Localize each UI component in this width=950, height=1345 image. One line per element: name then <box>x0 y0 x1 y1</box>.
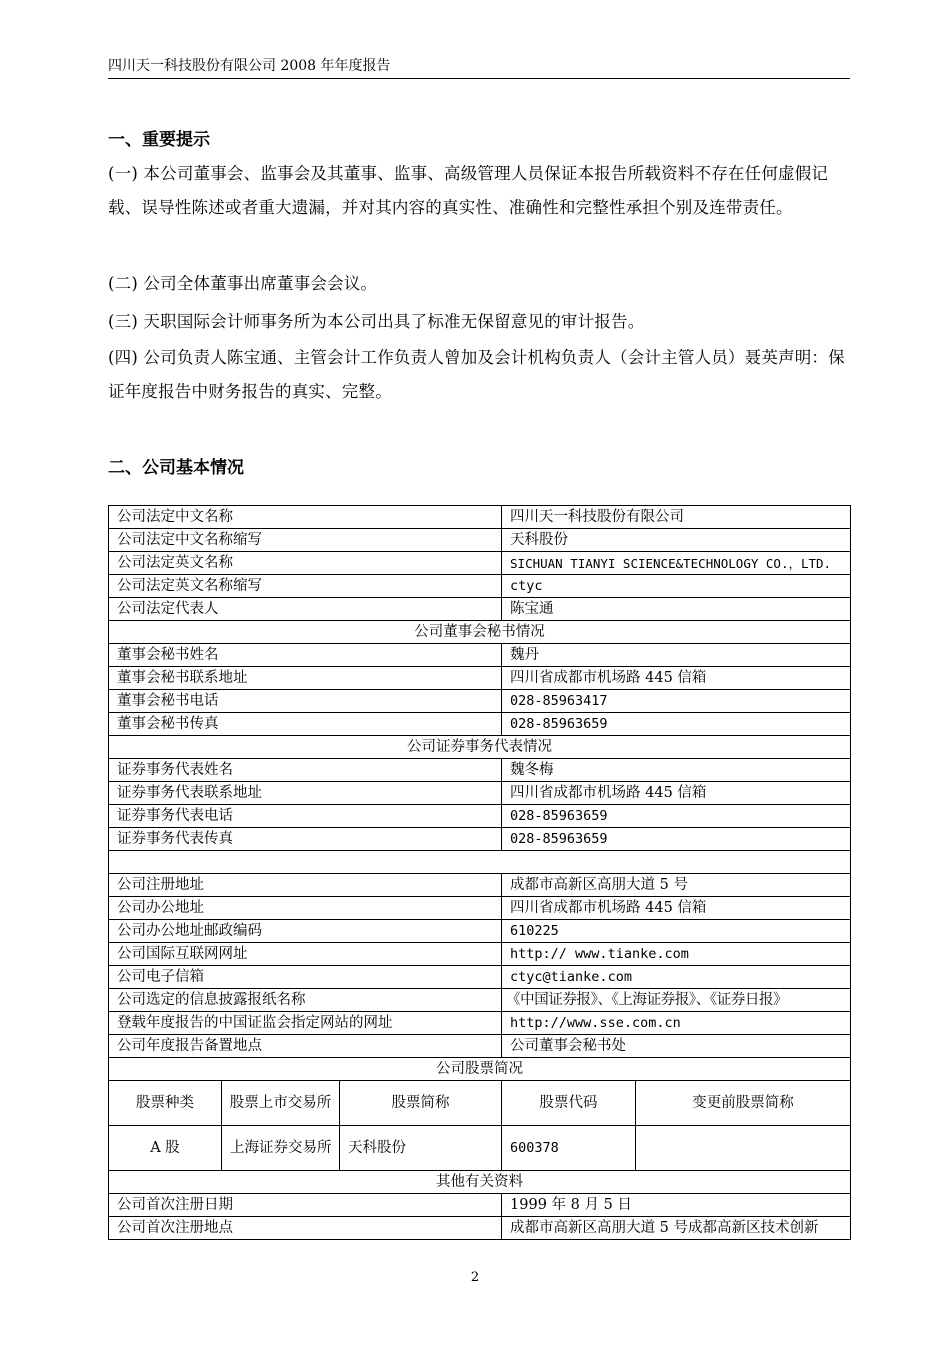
blank-cell <box>109 851 851 874</box>
row-label: 公司首次注册日期 <box>109 1194 502 1217</box>
stock-cell: A 股 <box>109 1126 222 1171</box>
table-row <box>109 828 851 851</box>
row-label: 公司办公地址 <box>109 897 502 920</box>
page-header: 四川天一科技股份有限公司 2008 年年度报告 <box>108 58 391 74</box>
notice-item-1: (一) 本公司董事会、监事会及其董事、监事、高级管理人员保证本报告所载资料不存在任何虚假记载、误导性陈述或者重大遗漏，并对其内容的真实性、准确性和完整性承担个别及连带责任。 <box>108 164 829 217</box>
table-row <box>109 782 851 805</box>
row-value: 魏冬梅 <box>502 759 851 782</box>
table-section-heading <box>109 736 851 759</box>
table-row <box>109 598 851 621</box>
table-row <box>109 874 851 897</box>
stock-column-header: 股票种类 <box>109 1081 222 1126</box>
secretary-heading: 公司董事会秘书情况 <box>109 621 851 644</box>
table-row <box>109 667 851 690</box>
row-value: 天科股份 <box>502 529 851 552</box>
row-value: 028-85963417 <box>502 690 851 713</box>
stock-data-row <box>109 1126 851 1171</box>
row-label: 证券事务代表联系地址 <box>109 782 502 805</box>
row-label: 公司选定的信息披露报纸名称 <box>109 989 502 1012</box>
table-blank-row <box>109 851 851 874</box>
table-row <box>109 989 851 1012</box>
stock-cell: 600378 <box>502 1126 636 1171</box>
row-value: 《中国证券报》、《上海证券报》、《证券日报》 <box>502 989 851 1012</box>
website-link[interactable]: http:// www.tianke.com <box>502 943 851 966</box>
row-label: 公司注册地址 <box>109 874 502 897</box>
row-value: 028-85963659 <box>502 713 851 736</box>
table-row <box>109 1217 851 1240</box>
row-label: 公司法定英文名称缩写 <box>109 575 502 598</box>
header-divider <box>108 78 850 79</box>
page-number: 2 <box>470 1270 480 1285</box>
table-row <box>109 897 851 920</box>
table-row <box>109 644 851 667</box>
table-row <box>109 552 851 575</box>
stock-column-header: 股票代码 <box>502 1081 636 1126</box>
table-row <box>109 1194 851 1217</box>
row-value: ctyc <box>502 575 851 598</box>
stock-column-header: 股票简称 <box>340 1081 502 1126</box>
row-label: 公司年度报告备置地点 <box>109 1035 502 1058</box>
stock-column-header: 股票上市交易所 <box>222 1081 340 1126</box>
row-value: 成都市高新区高朋大道 5 号成都高新区技术创新 <box>502 1217 851 1240</box>
row-label: 董事会秘书传真 <box>109 713 502 736</box>
table-row <box>109 1035 851 1058</box>
row-value: 公司董事会秘书处 <box>502 1035 851 1058</box>
row-label: 公司法定中文名称缩写 <box>109 529 502 552</box>
row-label: 证券事务代表姓名 <box>109 759 502 782</box>
stock-cell: 天科股份 <box>340 1126 502 1171</box>
section-2-title: 二、公司基本情况 <box>108 458 244 478</box>
row-label: 证券事务代表传真 <box>109 828 502 851</box>
row-value: 四川省成都市机场路 445 信箱 <box>502 782 851 805</box>
row-value: 610225 <box>502 920 851 943</box>
row-value: 陈宝通 <box>502 598 851 621</box>
row-label: 公司国际互联网网址 <box>109 943 502 966</box>
stock-heading: 公司股票简况 <box>109 1058 851 1081</box>
row-label: 公司法定英文名称 <box>109 552 502 575</box>
row-value: 四川省成都市机场路 445 信箱 <box>502 897 851 920</box>
row-value: 1999 年 8 月 5 日 <box>502 1194 851 1217</box>
other-heading: 其他有关资料 <box>109 1171 851 1194</box>
row-value: 四川天一科技股份有限公司 <box>502 506 851 529</box>
table-section-heading <box>109 1171 851 1194</box>
table-row <box>109 713 851 736</box>
row-label: 董事会秘书电话 <box>109 690 502 713</box>
table-row <box>109 966 851 989</box>
row-value: 魏丹 <box>502 644 851 667</box>
row-label: 证券事务代表电话 <box>109 805 502 828</box>
row-value: 028-85963659 <box>502 828 851 851</box>
stock-column-header: 变更前股票简称 <box>636 1081 851 1126</box>
table-row <box>109 1012 851 1035</box>
table-row <box>109 805 851 828</box>
stock-cell: 上海证券交易所 <box>222 1126 340 1171</box>
company-info-table <box>108 505 851 1240</box>
row-label: 公司办公地址邮政编码 <box>109 920 502 943</box>
stock-header-row <box>109 1081 851 1126</box>
notice-item-2: (二) 公司全体董事出席董事会会议。 <box>108 274 378 293</box>
row-label: 公司法定中文名称 <box>109 506 502 529</box>
notice-item-3: (三) 天职国际会计师事务所为本公司出具了标准无保留意见的审计报告。 <box>108 312 645 331</box>
csrc-website-link[interactable]: http://www.sse.com.cn <box>502 1012 851 1035</box>
table-row <box>109 575 851 598</box>
table-section-heading <box>109 621 851 644</box>
table-section-heading <box>109 1058 851 1081</box>
stock-cell <box>636 1126 851 1171</box>
row-value: 028-85963659 <box>502 805 851 828</box>
securities-heading: 公司证券事务代表情况 <box>109 736 851 759</box>
row-label: 公司首次注册地点 <box>109 1217 502 1240</box>
row-value: 四川省成都市机场路 445 信箱 <box>502 667 851 690</box>
table-row <box>109 690 851 713</box>
row-label: 董事会秘书姓名 <box>109 644 502 667</box>
email-link[interactable]: ctyc@tianke.com <box>502 966 851 989</box>
section-1-title: 一、重要提示 <box>108 130 210 150</box>
table-row <box>109 529 851 552</box>
notice-item-4: (四) 公司负责人陈宝通、主管会计工作负责人曾加及会计机构负责人（会计主管人员）聂英声明：保证年度报告中财务报告的真实、完整。 <box>108 348 845 401</box>
row-value: 成都市高新区高朋大道 5 号 <box>502 874 851 897</box>
row-label: 董事会秘书联系地址 <box>109 667 502 690</box>
row-label: 公司法定代表人 <box>109 598 502 621</box>
row-value: SICHUAN TIANYI SCIENCE&TECHNOLOGY CO.，LTD. <box>502 552 851 575</box>
row-label: 登载年度报告的中国证监会指定网站的网址 <box>109 1012 502 1035</box>
table-row <box>109 920 851 943</box>
table-row <box>109 943 851 966</box>
row-label: 公司电子信箱 <box>109 966 502 989</box>
table-row <box>109 759 851 782</box>
table-row <box>109 506 851 529</box>
